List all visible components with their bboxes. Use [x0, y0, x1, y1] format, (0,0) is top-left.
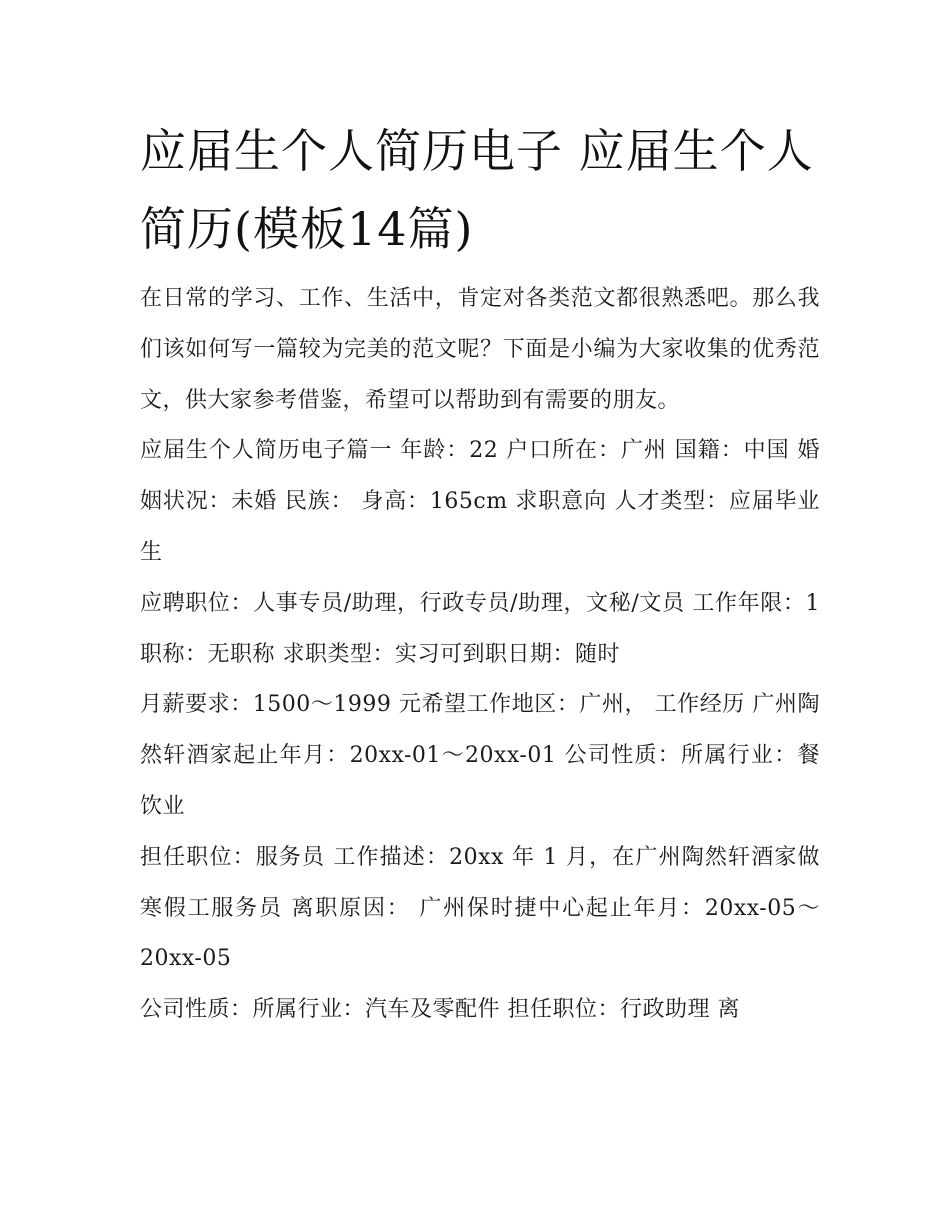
paragraph-work-experience-3: 公司性质：所属行业：汽车及零配件 担任职位：行政助理 离 [140, 997, 740, 1023]
paragraph-work-experience-2: 担任职位：服务员 工作描述：20xx 年 1 月，在广州陶然轩酒家做寒假工服务员 离职原因： 广州保时捷中心起止年月：20xx-05～20xx-05 [140, 844, 820, 972]
document-page [140, 112, 820, 1036]
paragraph-personal-info: 应届生个人简历电子篇一 年龄：22 户口所在：广州 国籍：中国 婚姻状况：未婚 民族： 身高：165cm 求职意向 人才类型：应届毕业生 [140, 438, 820, 565]
paragraph-work-experience-1: 月薪要求：1500～1999 元希望工作地区：广州， 工作经历 广州陶然轩酒家起止年月：20xx-01～20xx-01 公司性质：所属行业：餐饮业 [140, 692, 820, 819]
paragraph-job-target: 应聘职位：人事专员/助理，行政专员/助理，文秘/文员 工作年限：1 职称：无职称 求职类型：实习可到职日期：随时 [140, 590, 820, 667]
paragraph-intro: 在日常的学习、工作、生活中，肯定对各类范文都很熟悉吧。那么我们该如何写一篇较为完美的范文呢？下面是小编为大家收集的优秀范文，供大家参考借鉴，希望可以帮助到有需要的朋友。 [140, 286, 820, 413]
document-body [140, 274, 820, 1036]
document-title: 应届生个人简历电子 应届生个人简历(模板14篇) [140, 124, 814, 256]
